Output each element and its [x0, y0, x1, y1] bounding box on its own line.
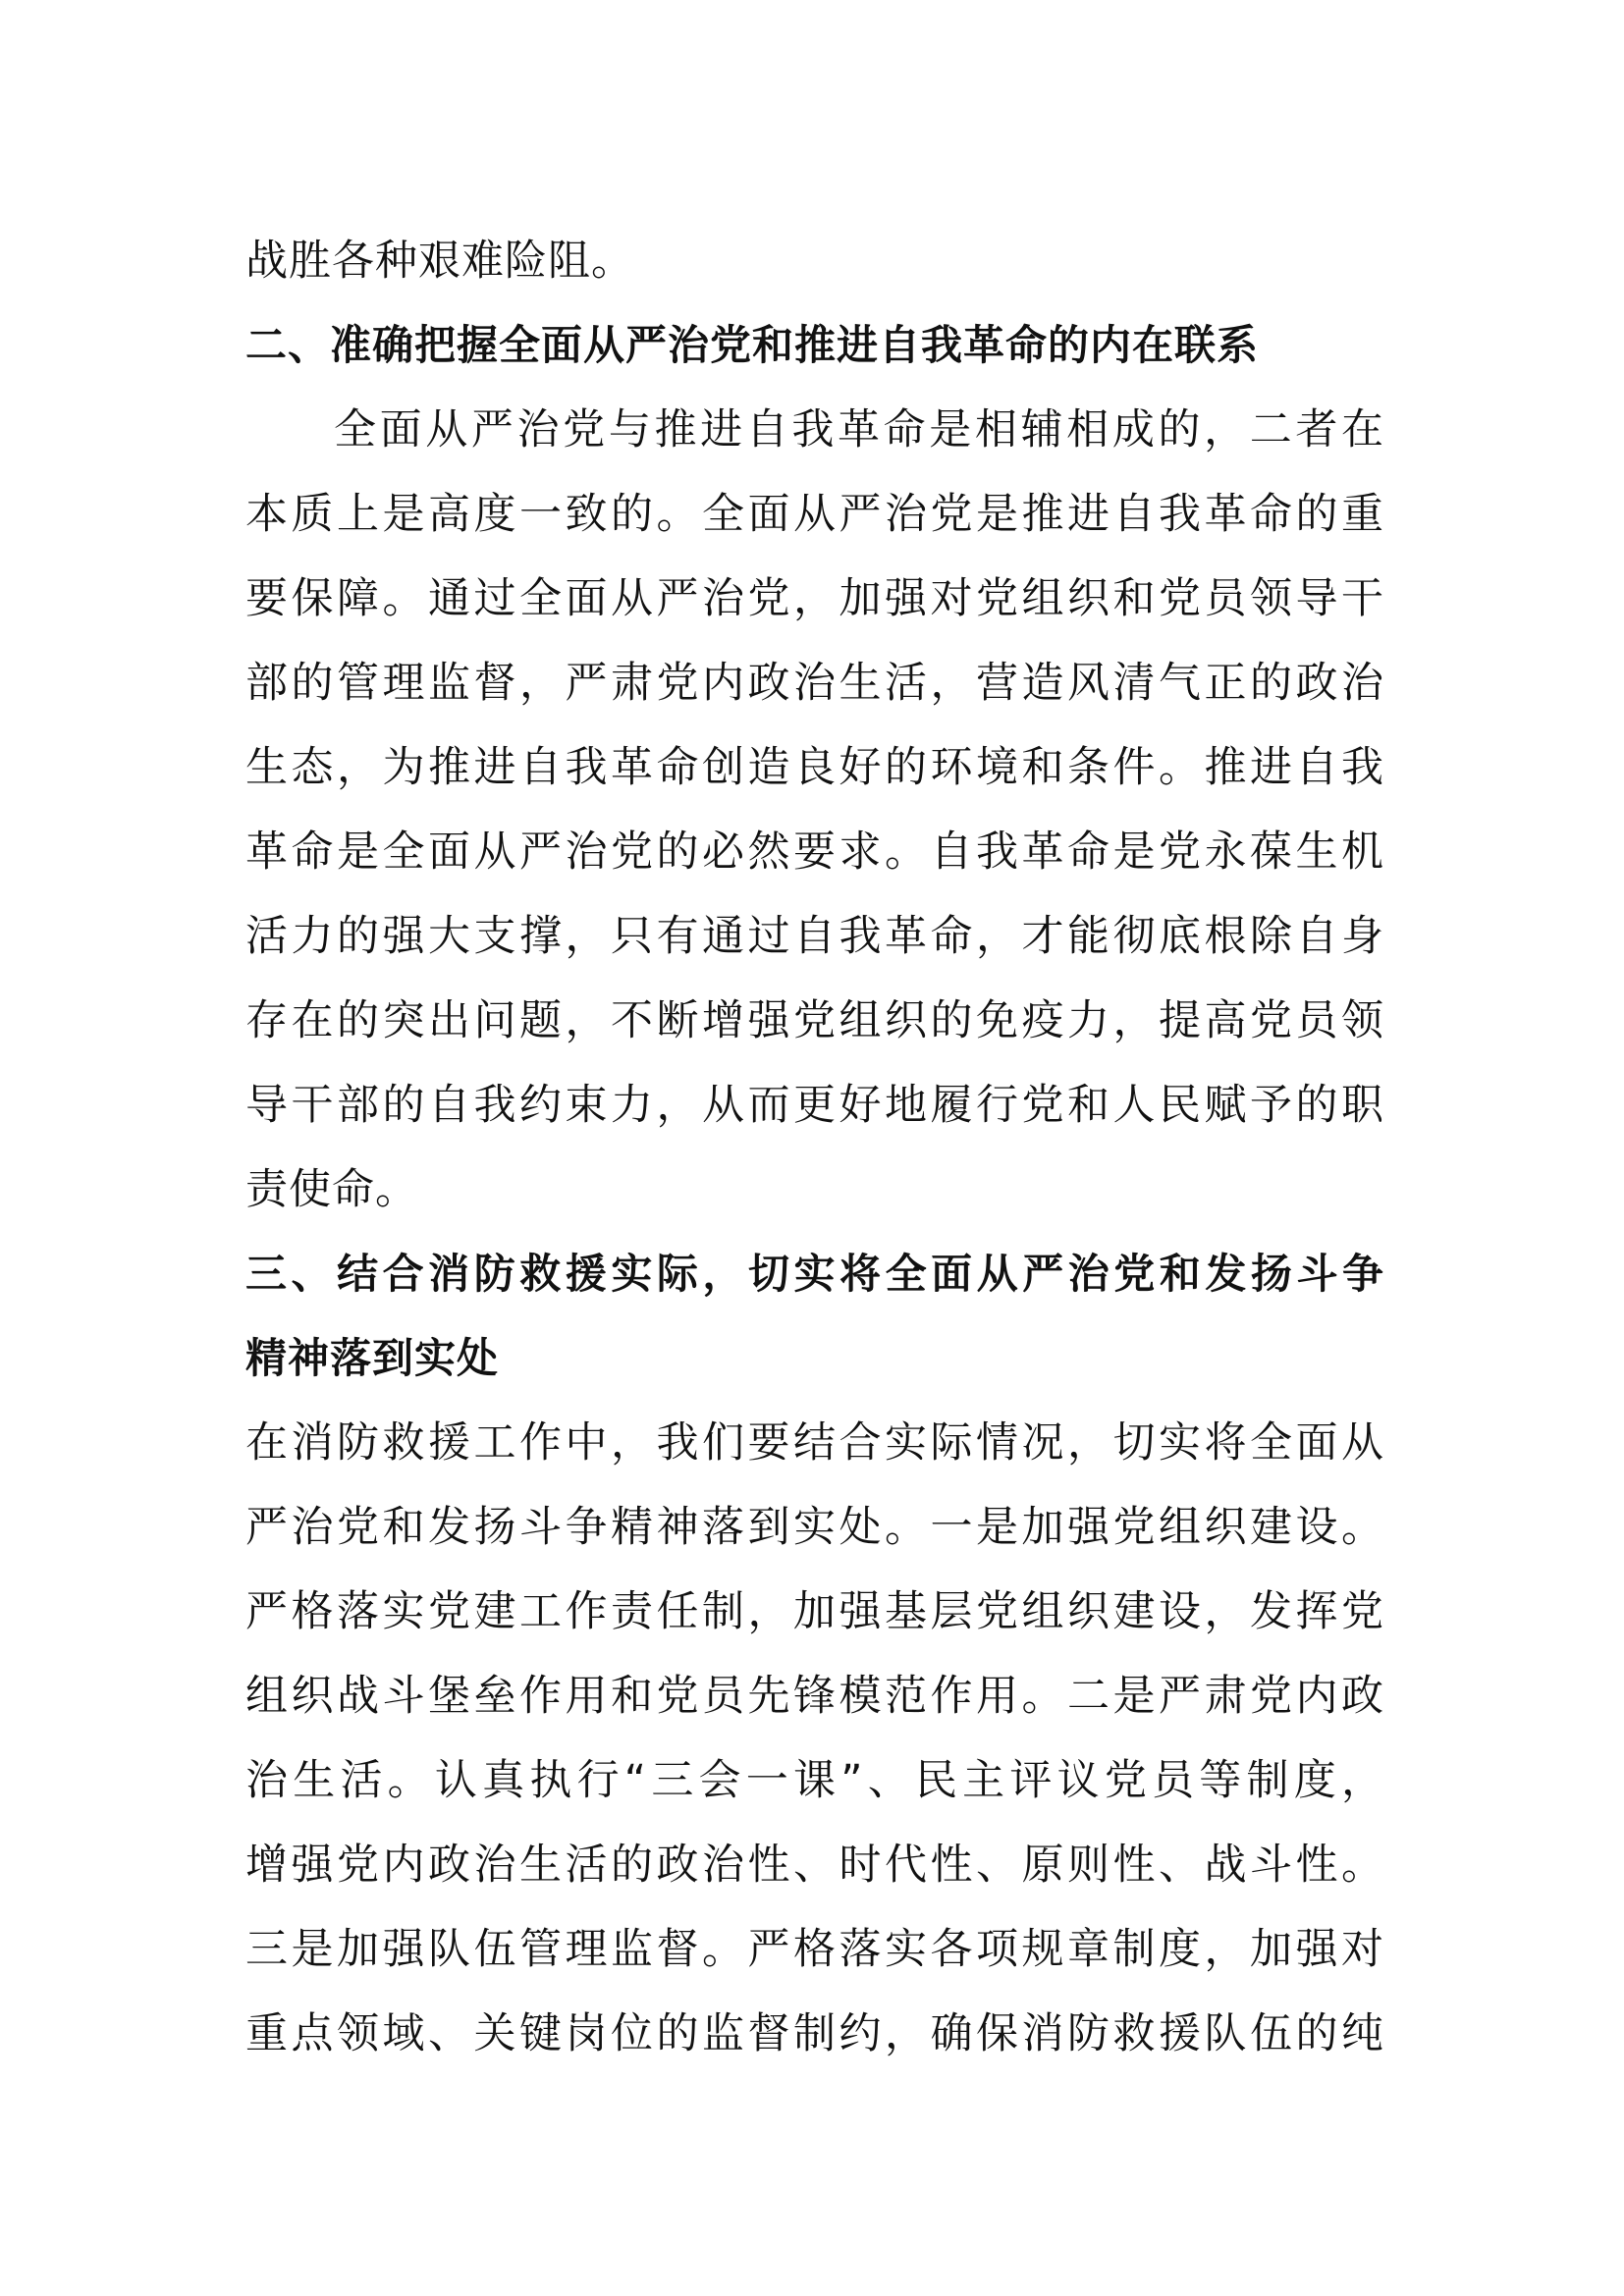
body-text-line: 严格落实党建工作责任制，加强基层党组织建设，发挥党 — [245, 1587, 1384, 1636]
body-text-line: 三是加强队伍管理监督。严格落实各项规章制度，加强对 — [245, 1925, 1384, 1974]
body-text-line: 组织战斗堡垒作用和党员先锋模范作用。二是严肃党内政 — [245, 1672, 1384, 1721]
body-text-line: 严治党和发扬斗争精神落到实处。一是加强党组织建设。 — [245, 1503, 1384, 1552]
body-text-line: 本质上是高度一致的。全面从严治党是推进自我革命的重 — [245, 490, 1384, 539]
body-text-line: 增强党内政治生活的政治性、时代性、原则性、战斗性。 — [245, 1841, 1384, 1890]
body-text-line: 战胜各种艰难险阻。 — [245, 237, 634, 286]
section-heading-3-continued: 精神落到实处 — [245, 1334, 500, 1382]
body-text-line: 要保障。通过全面从严治党，加强对党组织和党员领导干 — [245, 574, 1384, 623]
body-text-line: 责使命。 — [245, 1165, 418, 1214]
body-text-line: 部的管理监督，严肃党内政治生活，营造风清气正的政治 — [245, 659, 1384, 708]
body-text-line: 导干部的自我约束力，从而更好地履行党和人民赋予的职 — [245, 1081, 1384, 1130]
body-text-line: 治生活。认真执行“三会一课”、民主评议党员等制度， — [245, 1756, 1384, 1805]
body-text-line: 全面从严治党与推进自我革命是相辅相成的，二者在 — [334, 405, 1384, 454]
body-text-line: 活力的强大支撑，只有通过自我革命，才能彻底根除自身 — [245, 912, 1384, 961]
body-text-line: 革命是全面从严治党的必然要求。自我革命是党永葆生机 — [245, 828, 1384, 877]
section-heading-2: 二、准确把握全面从严治党和推进自我革命的内在联系 — [245, 321, 1260, 369]
body-text-line: 重点领域、关键岗位的监督制约，确保消防救援队伍的纯 — [245, 2009, 1384, 2058]
body-text-line: 生态，为推进自我革命创造良好的环境和条件。推进自我 — [245, 743, 1384, 792]
body-text-line: 存在的突出问题，不断增强党组织的免疫力，提高党员领 — [245, 996, 1384, 1045]
body-text-line: 在消防救援工作中，我们要结合实际情况，切实将全面从 — [245, 1418, 1384, 1468]
section-heading-3: 三、结合消防救援实际，切实将全面从严治党和发扬斗争 — [245, 1250, 1384, 1298]
